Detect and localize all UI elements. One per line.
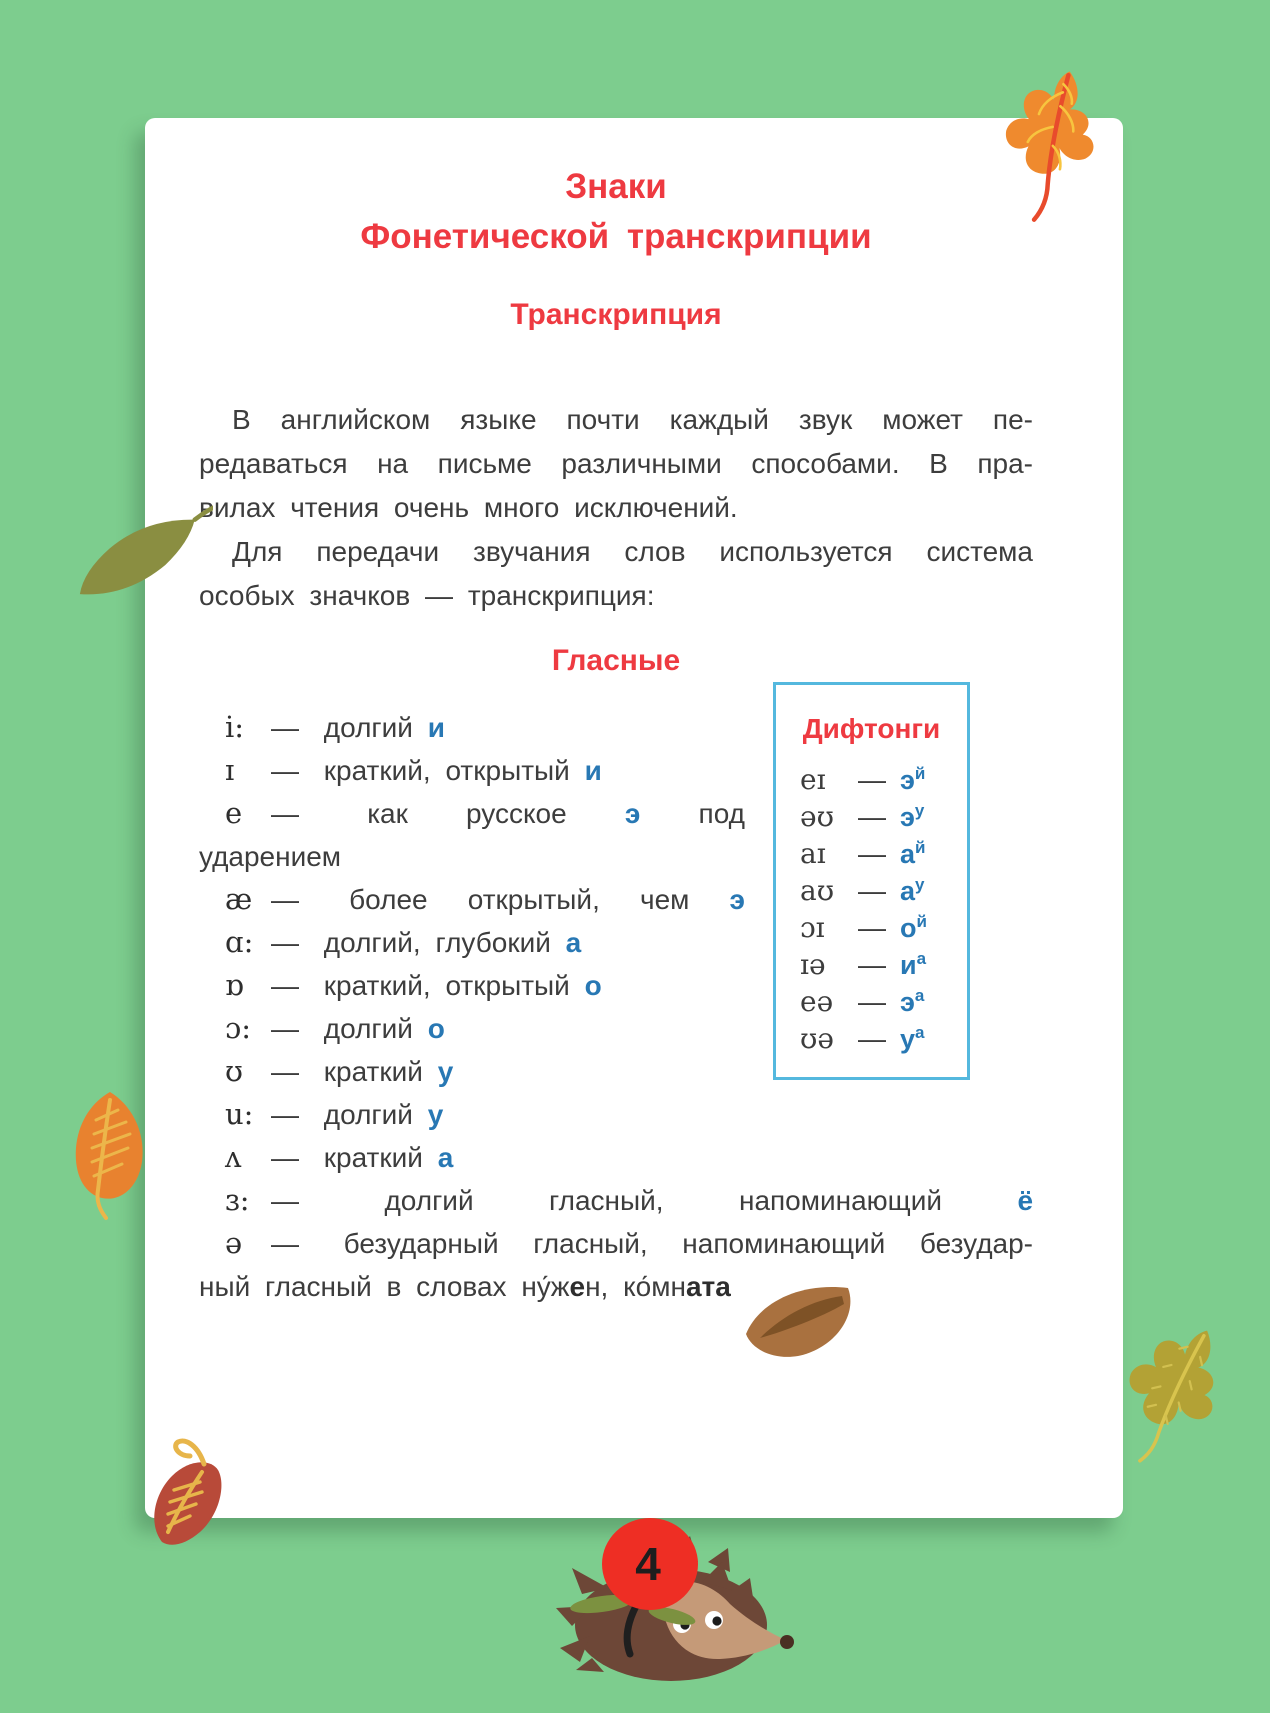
dash-separator: — <box>858 986 886 1017</box>
vowel-text-segment: ударением <box>199 841 342 872</box>
vowel-text-segment: ё <box>1017 1185 1034 1216</box>
vowel-text-segment: а <box>437 1142 454 1173</box>
vowel-item-line <box>199 792 745 835</box>
phonetic-symbol: aɪ <box>800 837 826 870</box>
section-heading-vowels: Гласные <box>551 644 681 677</box>
vowel-text-segment: у <box>427 1099 444 1130</box>
diphthong-reading: $э^й$ <box>900 764 926 795</box>
page-title <box>199 162 1033 262</box>
vowel-text-segment: долгий <box>323 712 428 743</box>
vowel-item-line <box>199 706 745 749</box>
vowel-item-line <box>199 1136 745 1179</box>
diphthong-reading: $а^у$ <box>900 875 925 906</box>
vowel-item-line <box>199 878 745 921</box>
dash-separator: — <box>271 1099 299 1130</box>
vowel-text-segment: э <box>624 798 641 829</box>
vowel-item-line <box>199 835 745 878</box>
paragraph-line: редаваться на письме различными способами. В пра- <box>199 448 1033 479</box>
phonetic-symbol: ɜ: <box>225 1183 250 1217</box>
diphthong-row <box>800 763 967 800</box>
dash-separator: — <box>858 912 886 943</box>
vowel-item <box>199 1222 1033 1308</box>
dash-separator: — <box>271 755 299 786</box>
phonetic-symbol: ə <box>225 1226 243 1260</box>
vowel-text-segment: как русское <box>367 798 625 829</box>
dash-separator: — <box>271 798 299 829</box>
phonetic-symbol: ʌ <box>225 1140 242 1174</box>
vowel-text-segment: у <box>437 1056 454 1087</box>
dash-separator: — <box>271 1185 299 1216</box>
vowel-text-segment: под <box>640 798 745 829</box>
phonetic-symbol: ʊ <box>225 1054 243 1088</box>
vowel-item-line <box>199 1265 1033 1308</box>
diphthong-row <box>800 911 967 948</box>
intro-paragraphs <box>199 398 1033 618</box>
page-number: 4 <box>635 1538 661 1590</box>
orange-oak-leaf-icon <box>986 56 1116 231</box>
vowels-section <box>199 706 1033 1308</box>
paragraph-line: особых значков — транскрипция: <box>199 580 655 611</box>
vowel-text-segment: ный гласный в словах ну́ж <box>199 1271 570 1302</box>
diphthong-reading: $а^й$ <box>900 838 926 869</box>
phonetic-symbol: e <box>225 796 243 830</box>
phonetic-symbol: ɔɪ <box>800 911 825 944</box>
vowel-text-segment: и <box>427 712 445 743</box>
vowel-item-line <box>199 1050 745 1093</box>
dash-separator: — <box>271 1228 299 1259</box>
paragraph-line: вилах чтения очень много исключений. <box>199 492 738 523</box>
diphthong-row <box>800 837 967 874</box>
diphthong-row <box>800 800 967 837</box>
dash-separator: — <box>271 927 299 958</box>
vowel-text-segment: и <box>584 755 602 786</box>
diphthong-reading: $э^а$ <box>900 986 925 1017</box>
vowel-text-segment: безударный гласный, напоминающий безудар- <box>343 1228 1034 1259</box>
vowel-item <box>199 1179 1033 1222</box>
orange-veined-leaf-icon <box>70 1086 175 1226</box>
phonetic-symbol: eə <box>800 985 834 1018</box>
vowel-text-segment: а <box>565 927 582 958</box>
vowel-text-segment: н, ко́мн <box>585 1271 686 1302</box>
vowel-item-line <box>199 1007 745 1050</box>
dash-separator: — <box>271 1142 299 1173</box>
dash-separator: — <box>858 801 886 832</box>
phonetic-symbol: eɪ <box>800 763 826 796</box>
vowel-text-segment: о <box>584 970 602 1001</box>
vowel-text-segment: э <box>729 884 745 915</box>
page-title-line1: Знаки <box>565 167 667 206</box>
phonetic-symbol: ɔ: <box>225 1011 252 1045</box>
phonetic-symbol: ɑ: <box>225 925 254 959</box>
diphthongs-heading: Дифтонги <box>802 713 941 744</box>
golden-oak-leaf-icon <box>1108 1312 1243 1467</box>
vowel-item <box>199 1136 1033 1179</box>
phonetic-symbol: i: <box>225 710 245 744</box>
dash-separator: — <box>271 970 299 1001</box>
vowel-text-segment: е <box>569 1271 586 1302</box>
dash-separator: — <box>858 838 886 869</box>
dash-separator: — <box>858 764 886 795</box>
vowel-text-segment: более открытый, чем <box>349 884 730 915</box>
phonetic-symbol: u: <box>225 1097 254 1131</box>
phonetic-symbol: ɪə <box>800 948 826 981</box>
diphthong-reading: $о^й$ <box>900 912 927 943</box>
vowel-text-segment: долгий <box>323 1013 428 1044</box>
vowel-text-segment: о <box>427 1013 445 1044</box>
vowel-item-line <box>199 921 745 964</box>
dash-separator: — <box>271 1013 299 1044</box>
red-veined-leaf-icon <box>138 1430 253 1575</box>
diphthong-row <box>800 985 967 1022</box>
book-page <box>145 118 1123 1518</box>
phonetic-symbol: æ <box>225 882 253 916</box>
paragraph <box>199 530 1033 618</box>
dash-separator: — <box>271 884 299 915</box>
diphthong-reading: $у^а$ <box>900 1023 925 1054</box>
vowel-text-segment: краткий, открытый <box>323 755 585 786</box>
vowel-item-line <box>199 1222 1033 1265</box>
paragraph-line: Для передачи звучания слов используется система <box>232 536 1033 567</box>
vowel-item-line <box>199 1093 745 1136</box>
vowel-item-line <box>199 749 745 792</box>
diphthong-row <box>800 948 967 985</box>
paragraph <box>199 398 1033 530</box>
phonetic-symbol: ʊə <box>800 1022 834 1055</box>
phonetic-symbol: ɪ <box>225 753 235 787</box>
vowel-text-segment: краткий <box>323 1142 438 1173</box>
olive-leaf-icon <box>68 492 213 612</box>
vowel-item <box>199 1093 1033 1136</box>
phonetic-symbol: aʊ <box>800 874 835 907</box>
diphthong-row <box>800 1022 967 1059</box>
vowel-item-line <box>199 1179 1033 1222</box>
hedgehog-with-apple-illustration <box>556 1510 806 1690</box>
brown-leaf-icon <box>738 1272 868 1372</box>
paragraph-line: В английском языке почти каждый звук может пе- <box>232 404 1033 435</box>
phonetic-symbol: əʊ <box>800 800 834 833</box>
vowel-text-segment: долгий, глубокий <box>323 927 566 958</box>
vowel-text-segment: долгий <box>323 1099 428 1130</box>
section-heading-transcription: Транскрипция <box>510 298 722 331</box>
dash-separator: — <box>271 1056 299 1087</box>
dash-separator: — <box>858 949 886 980</box>
phonetic-symbol: ɒ <box>225 968 244 1002</box>
vowel-text-segment: ата <box>685 1271 731 1302</box>
diphthong-reading: $э^у$ <box>900 801 925 832</box>
dash-separator: — <box>858 1023 886 1054</box>
vowel-text-segment: краткий, открытый <box>323 970 585 1001</box>
vowel-text-segment: краткий <box>323 1056 438 1087</box>
diphthong-reading: $и^а$ <box>900 949 927 980</box>
dash-separator: — <box>858 875 886 906</box>
diphthong-row <box>800 874 967 911</box>
dash-separator: — <box>271 712 299 743</box>
vowel-item-line <box>199 964 745 1007</box>
page-title-line2: Фонетической транскрипции <box>360 217 872 256</box>
vowel-text-segment: долгий гласный, напоминающий <box>384 1185 1018 1216</box>
diphthongs-box <box>773 682 970 1080</box>
diphthong-rows <box>800 763 967 1059</box>
